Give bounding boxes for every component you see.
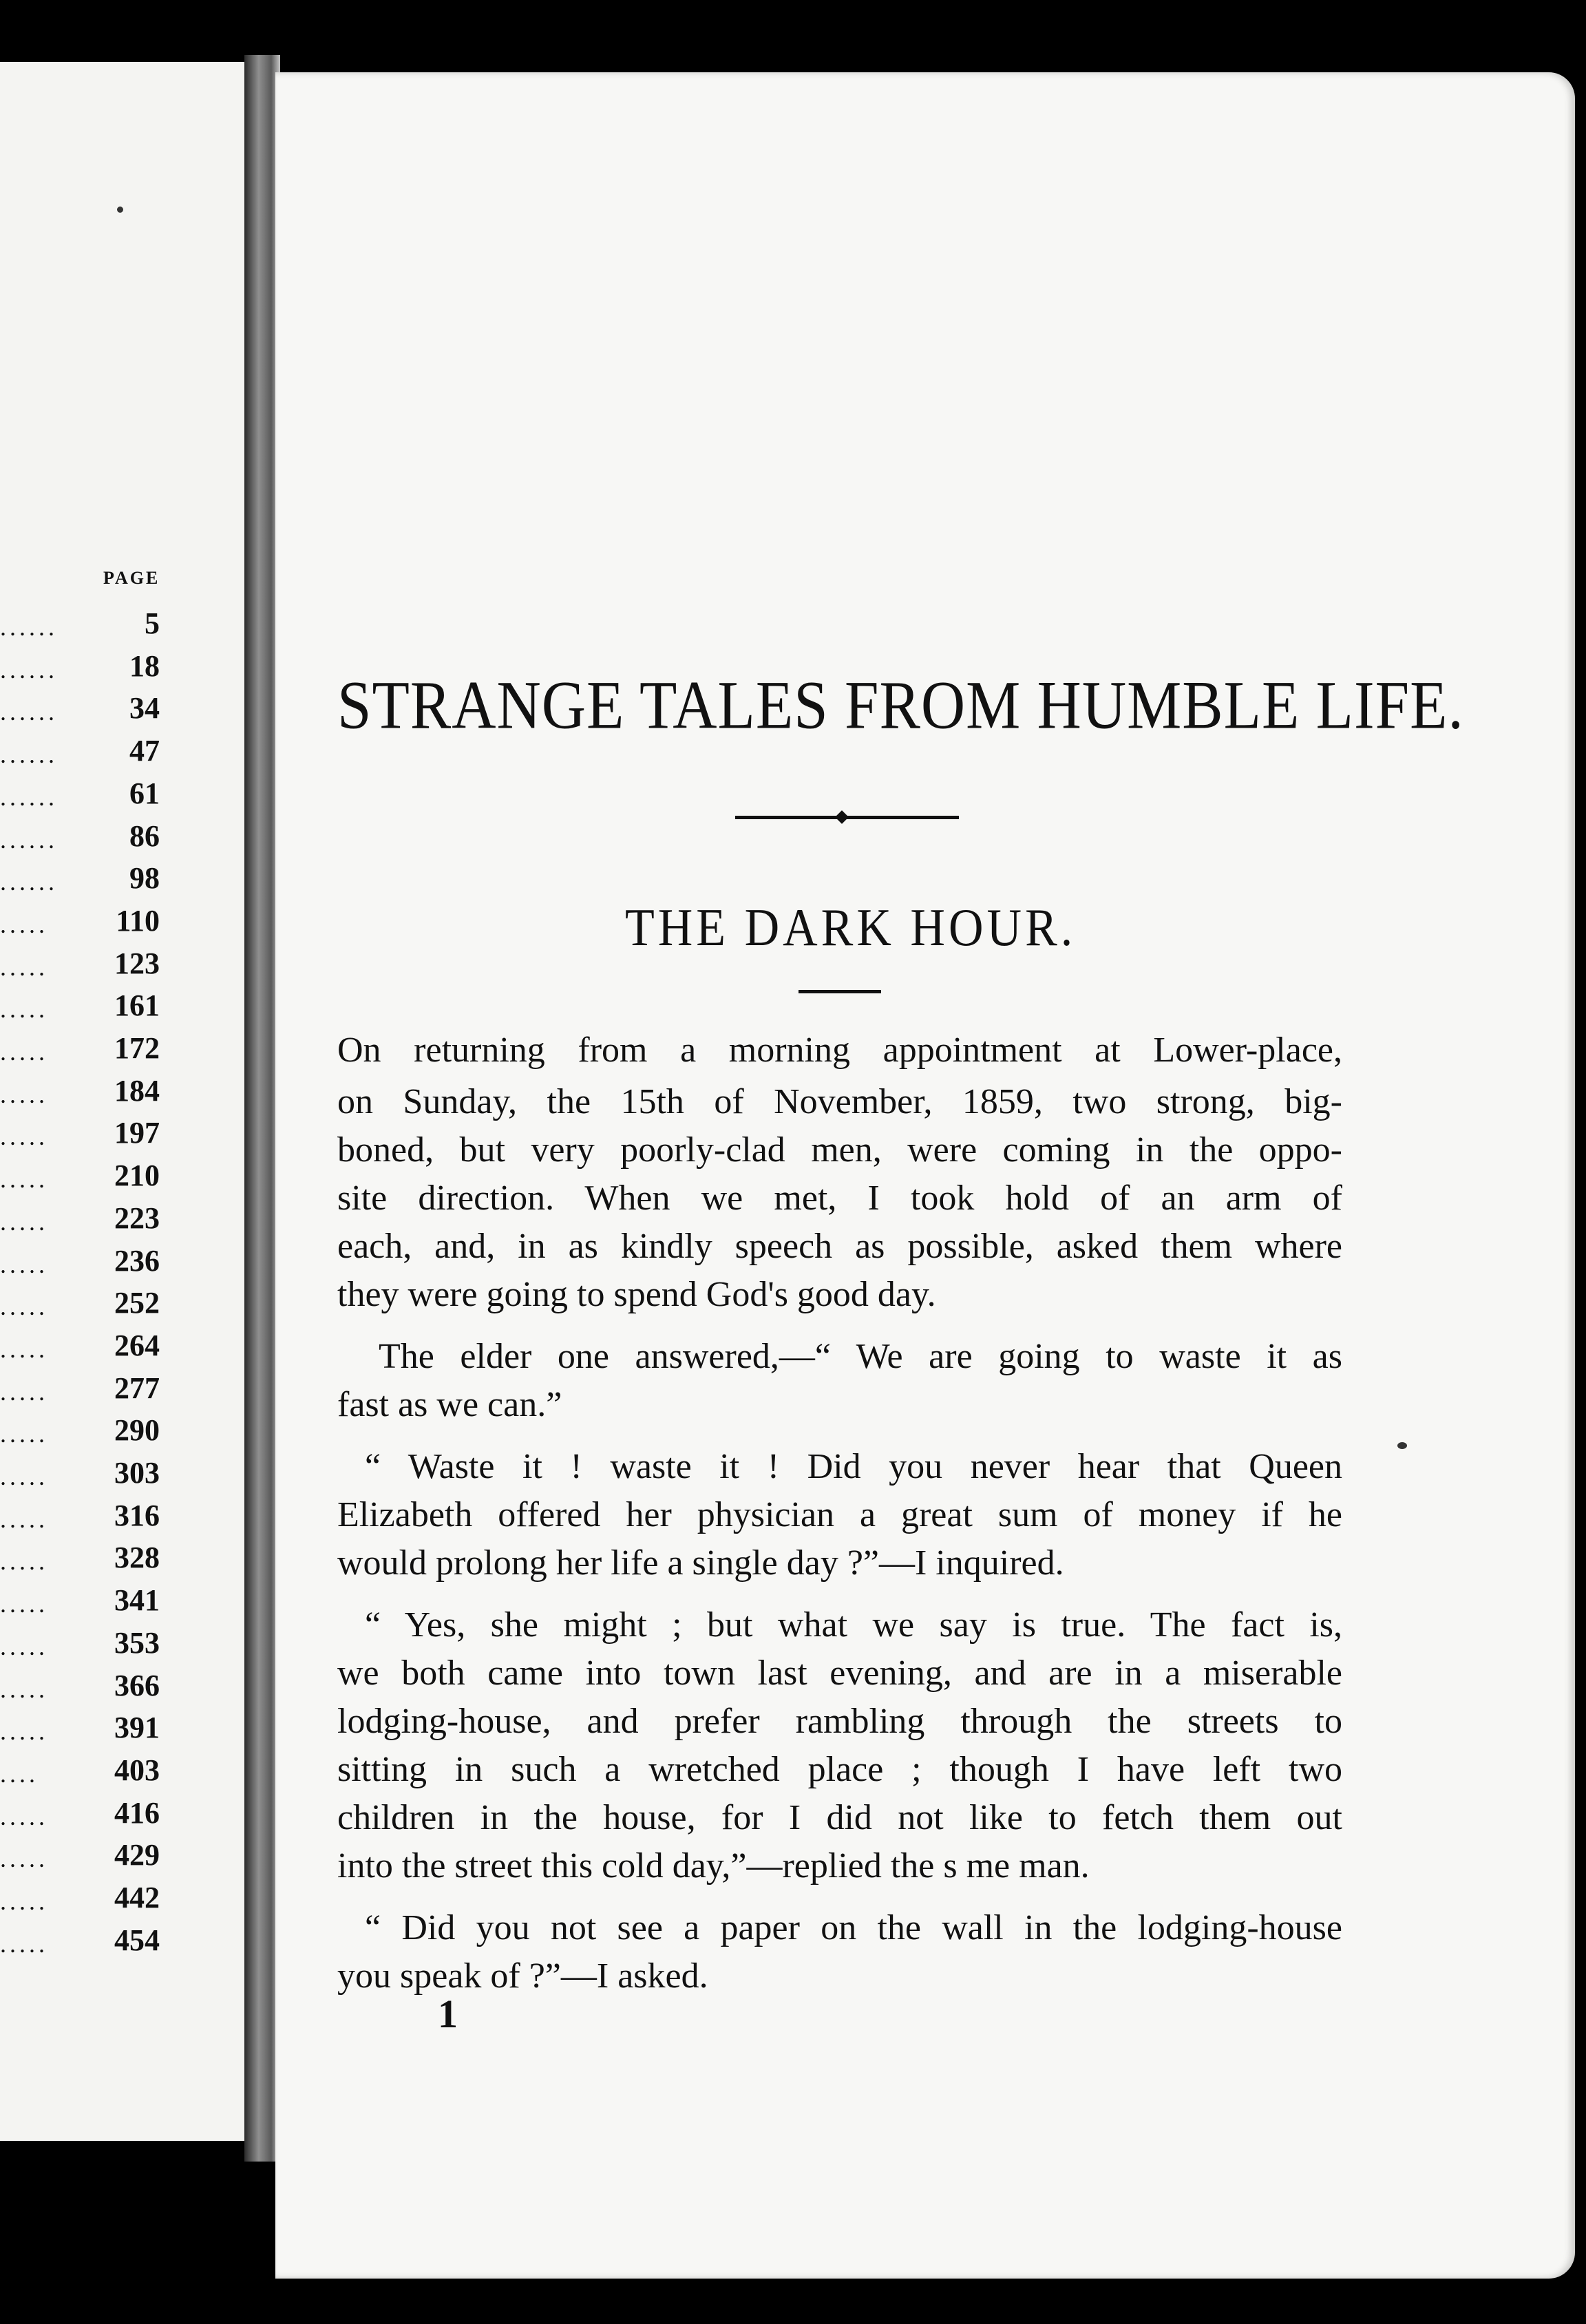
toc-leader-dots: ..... <box>0 1888 48 1915</box>
text-line: on Sunday, the 15th of November, 1859, two strong, big- <box>337 1082 1342 1121</box>
toc-entry <box>0 818 241 858</box>
text-line: you speak of ?”—I asked. <box>337 1956 708 1996</box>
toc-page-number: 110 <box>116 903 160 938</box>
toc-leader-dots: ...... <box>0 868 58 896</box>
book-title: STRANGE TALES FROM HUMBLE LIFE. <box>337 668 1464 743</box>
text-line: they were going to spend God's good day. <box>337 1275 936 1314</box>
toc-page-number: 5 <box>145 606 160 640</box>
toc-entry <box>0 690 241 730</box>
toc-entry <box>0 1583 241 1623</box>
toc-leader-dots: ..... <box>0 1632 48 1660</box>
text-line: “ Waste it ! waste it ! Did you never hear that Queen <box>365 1447 1342 1486</box>
toc-leader-dots: ..... <box>0 1293 48 1321</box>
toc-leader-dots: ..... <box>0 1038 48 1066</box>
toc-entry <box>0 1413 241 1452</box>
toc-entry <box>0 1073 241 1113</box>
toc-leader-dots: ..... <box>0 1377 48 1406</box>
toc-page-number: 328 <box>114 1541 160 1575</box>
toc-leader-dots: ..... <box>0 1165 48 1194</box>
toc-entry <box>0 1625 241 1665</box>
text-line: “ Did you not see a paper on the wall in the lodging-house <box>365 1908 1342 1947</box>
text-line: boned, but very poorly-clad men, were coming in the oppo- <box>337 1130 1342 1170</box>
toc-leader-dots: ..... <box>0 1930 48 1958</box>
toc-leader-dots: ..... <box>0 995 48 1024</box>
toc-leader-dots: ..... <box>0 1845 48 1873</box>
toc-page-number: 210 <box>114 1159 160 1193</box>
toc-entry <box>0 1795 241 1835</box>
text-line: children in the house, for I did not like to fetch them out <box>337 1798 1342 1837</box>
text-line: On returning from a morning appointment at Lower-place, <box>337 1031 1342 1070</box>
toc-entry <box>0 1158 241 1198</box>
toc-leader-dots: ...... <box>0 825 58 854</box>
toc-page-number: 86 <box>129 818 160 853</box>
toc-entry <box>0 1880 241 1920</box>
toc-entry <box>0 1753 241 1793</box>
toc-leader-dots: ..... <box>0 1335 48 1363</box>
toc-entry <box>0 1243 241 1283</box>
toc-page-number: 366 <box>114 1668 160 1702</box>
text-line: each, and, in as kindly speech as possible, asked them where <box>337 1227 1342 1266</box>
toc-page-number: 223 <box>114 1201 160 1235</box>
text-line: site direction. When we met, I took hold of an arm of <box>337 1179 1342 1218</box>
toc-leader-dots: ..... <box>0 1718 48 1746</box>
toc-page-number: 429 <box>114 1838 160 1872</box>
toc-page-number: 18 <box>129 648 160 683</box>
speck-mark <box>1397 1442 1407 1449</box>
toc-entry <box>0 1923 241 1963</box>
toc-leader-dots: ..... <box>0 1463 48 1490</box>
toc-page-number: 403 <box>114 1753 160 1787</box>
toc-leader-dots: ...... <box>0 783 58 811</box>
toc-page-number: 353 <box>114 1625 160 1660</box>
text-line: lodging-house, and prefer rambling through the streets to <box>337 1702 1342 1741</box>
text-line: we both came into town last evening, and are in a miserable <box>337 1654 1342 1693</box>
toc-leader-dots: ..... <box>0 910 48 938</box>
toc-page-number: 277 <box>114 1371 160 1405</box>
toc-leader-dots: ..... <box>0 1123 48 1151</box>
toc-entry <box>0 988 241 1028</box>
toc-entry <box>0 946 241 986</box>
toc-page-number: 98 <box>129 861 160 896</box>
toc-page-number: 184 <box>114 1073 160 1108</box>
toc-leader-dots: ...... <box>0 655 58 684</box>
toc-leader-dots: ..... <box>0 1420 48 1448</box>
toc-leader-dots: .... <box>0 1760 39 1788</box>
toc-page-number: 236 <box>114 1243 160 1278</box>
toc-page-number: 341 <box>114 1583 160 1618</box>
toc-page-number: 61 <box>129 776 160 810</box>
toc-entry <box>0 1285 241 1325</box>
toc-page-number: 264 <box>114 1328 160 1362</box>
chapter-rule <box>799 990 881 993</box>
toc-entry <box>0 1668 241 1708</box>
toc-leader-dots: ..... <box>0 1505 48 1533</box>
toc-leader-dots: ..... <box>0 1590 48 1618</box>
toc-entry <box>0 606 241 646</box>
text-line: sitting in such a wretched place ; though I have left two <box>337 1750 1342 1789</box>
toc-leader-dots: ..... <box>0 1802 48 1830</box>
toc-leader-dots: ...... <box>0 613 58 641</box>
toc-entry <box>0 1031 241 1070</box>
toc-leader-dots: ...... <box>0 741 58 769</box>
toc-page-number: 123 <box>114 946 160 980</box>
text-line: Elizabeth offered her physician a great sum of money if he <box>337 1495 1342 1534</box>
toc-entry <box>0 1710 241 1750</box>
toc-entry <box>0 733 241 773</box>
chapter-title: THE DARK HOUR. <box>625 899 1077 958</box>
toc-entry <box>0 1115 241 1155</box>
toc-page-number: 252 <box>114 1286 160 1320</box>
toc-page-number: 442 <box>114 1881 160 1914</box>
toc-page-number: 303 <box>114 1456 160 1490</box>
toc-leader-dots: ..... <box>0 1547 48 1576</box>
toc-page-number: 391 <box>114 1711 160 1745</box>
toc-entry <box>0 1201 241 1240</box>
toc-page-number: 172 <box>114 1031 160 1065</box>
toc-page-number: 416 <box>114 1795 160 1830</box>
text-line: into the street this cold day,”—replied the s me man. <box>337 1846 1090 1885</box>
toc-entry <box>0 648 241 688</box>
toc-entry <box>0 776 241 816</box>
toc-entry <box>0 860 241 900</box>
text-line: “ Yes, she might ; but what we say is true. The fact is, <box>365 1605 1342 1645</box>
toc-page-number: 34 <box>129 691 160 726</box>
speck-mark <box>117 207 123 213</box>
toc-leader-dots: ..... <box>0 1207 48 1236</box>
toc-page-number: 290 <box>114 1413 160 1448</box>
left-page <box>0 62 244 2141</box>
toc-page-number: 197 <box>114 1116 160 1150</box>
toc-leader-dots: ...... <box>0 698 58 726</box>
toc-page-number: 47 <box>129 734 160 768</box>
toc-leader-dots: ..... <box>0 1250 48 1278</box>
toc-entry <box>0 1837 241 1877</box>
toc-entry <box>0 1498 241 1538</box>
toc-page-number: 161 <box>114 989 160 1023</box>
toc-leader-dots: ..... <box>0 953 48 981</box>
toc-entry <box>0 1371 241 1411</box>
toc-entry <box>0 903 241 943</box>
toc-entry <box>0 1455 241 1495</box>
toc-entry <box>0 1540 241 1580</box>
toc-page-number: 316 <box>114 1498 160 1532</box>
text-line: fast as we can.” <box>337 1385 562 1424</box>
toc-leader-dots: ..... <box>0 1080 48 1108</box>
text-line: The elder one answered,—“ We are going to waste it as <box>379 1337 1342 1376</box>
right-page <box>275 72 1575 2279</box>
toc-leader-dots: ..... <box>0 1675 48 1703</box>
toc-page-number: 454 <box>114 1923 160 1957</box>
text-line: would prolong her life a single day ?”—I inquired. <box>337 1543 1064 1583</box>
toc-entry <box>0 1328 241 1368</box>
toc-page-header: PAGE <box>103 568 160 588</box>
page-number: 1 <box>438 1992 458 2036</box>
